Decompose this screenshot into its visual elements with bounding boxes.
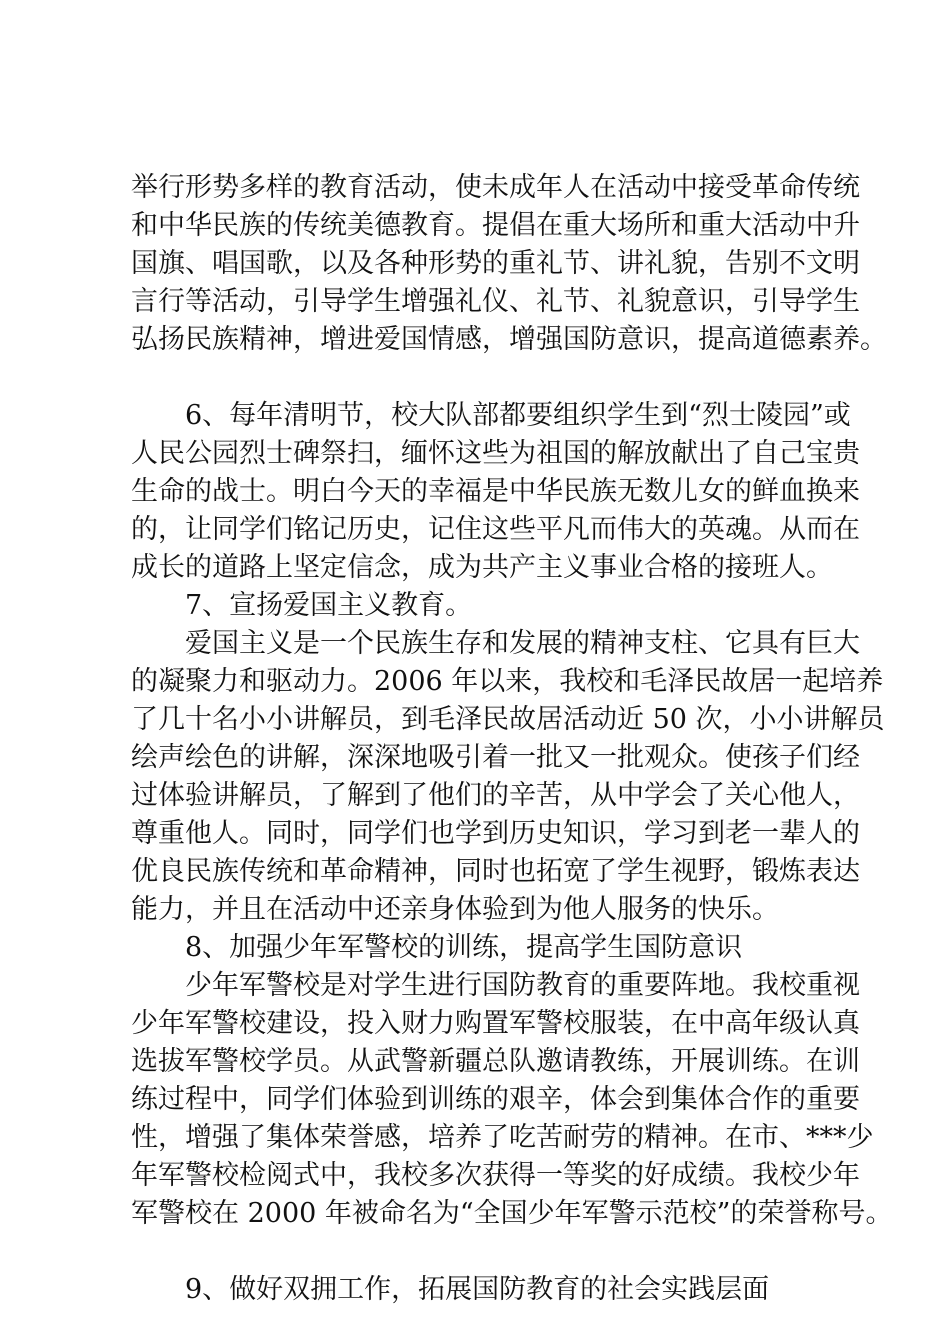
text-line [0,321,950,359]
text-line [0,473,950,511]
text-line-content: 能力，并且在活动中还亲身体验到为他人服务的快乐。 [131,894,779,925]
text-line-content: 言行等活动，引导学生增强礼仪、礼节、礼貌意识，引导学生 [131,286,860,317]
text-line-content: 军警校在 2000 年被命名为“全国少年军警示范校”的荣誉称号。 [131,1198,893,1229]
text-line-content: 爱国主义是一个民族生存和发展的精神支柱、它具有巨大 [185,628,860,659]
text-line [0,701,950,739]
text-line-content: 过体验讲解员，了解到了他们的辛苦，从中学会了关心他人， [131,780,860,811]
text-line [0,891,950,929]
text-line [0,1005,950,1043]
text-line-content: 选拔军警校学员。从武警新疆总队邀请教练，开展训练。在训 [131,1046,860,1077]
text-line-content: 尊重他人。同时，同学们也学到历史知识，学习到老一辈人的 [131,818,860,849]
text-line [0,815,950,853]
text-line-content: 国旗、唱国歌，以及各种形势的重礼节、讲礼貌，告别不文明 [131,248,860,279]
text-line-content: 生命的战士。明白今天的幸福是中华民族无数儿女的鲜血换来 [131,476,860,507]
text-line-content: 性，增强了集体荣誉感，培养了吃苦耐劳的精神。在市、***少 [131,1122,874,1153]
text-line [0,1043,950,1081]
text-line [0,587,950,625]
text-line-content: 人民公园烈士碑祭扫，缅怀这些为祖国的解放献出了自己宝贵 [131,438,860,469]
text-line-content: 7、宣扬爱国主义教育。 [185,590,473,621]
text-line-content: 6、每年清明节，校大队部都要组织学生到“烈士陵园”或 [185,400,851,431]
text-line [0,967,950,1005]
text-line-content: 少年军警校建设，投入财力购置军警校服装，在中高年级认真 [131,1008,860,1039]
text-line-content: 和中华民族的传统美德教育。提倡在重大场所和重大活动中升 [131,210,860,241]
text-line-content: 举行形势多样的教育活动，使未成年人在活动中接受革命传统 [131,172,860,203]
text-line-content: 弘扬民族精神，增进爱国情感，增强国防意识，提高道德素养。 [131,324,887,355]
text-line [0,1195,950,1233]
text-line-content: 了几十名小小讲解员，到毛泽民故居活动近 50 次，小小讲解员 [131,704,885,735]
text-line [0,1271,950,1309]
text-line-content: 成长的道路上坚定信念，成为共产主义事业合格的接班人。 [131,552,833,583]
text-line-content: 的凝聚力和驱动力。2006 年以来，我校和毛泽民故居一起培养 [131,666,884,697]
text-line [0,929,950,967]
text-line [0,511,950,549]
text-line [0,853,950,891]
text-line [0,663,950,701]
text-line [0,739,950,777]
text-line-content: 年军警校检阅式中，我校多次获得一等奖的好成绩。我校少年 [131,1160,860,1191]
text-line [0,435,950,473]
text-line-content: 8、加强少年军警校的训练，提高学生国防意识 [185,932,743,963]
text-line-content: 的，让同学们铭记历史，记住这些平凡而伟大的英魂。从而在 [131,514,860,545]
text-line [0,283,950,321]
text-line [0,207,950,245]
text-line [0,549,950,587]
text-line-content: 9、做好双拥工作，拓展国防教育的社会实践层面 [185,1274,770,1305]
text-line [0,625,950,663]
text-line [0,1157,950,1195]
text-line [0,169,950,207]
text-line-content: 绘声绘色的讲解，深深地吸引着一批又一批观众。使孩子们经 [131,742,860,773]
text-line-content: 练过程中，同学们体验到训练的艰辛，体会到集体合作的重要 [131,1084,860,1115]
text-line [0,1119,950,1157]
text-line-content: 少年军警校是对学生进行国防教育的重要阵地。我校重视 [185,970,860,1001]
text-line-content: 优良民族传统和革命精神，同时也拓宽了学生视野，锻炼表达 [131,856,860,887]
text-line [0,777,950,815]
text-line [0,245,950,283]
text-line [0,1081,950,1119]
text-line [0,397,950,435]
